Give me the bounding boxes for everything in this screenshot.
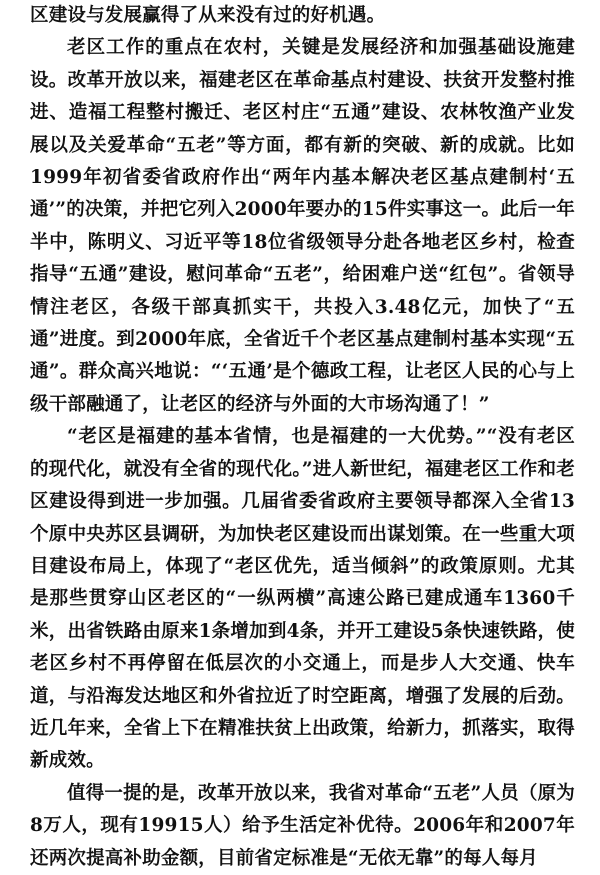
paragraph-2: 老区工作的重点在农村，关键是发展经济和加强基础设施建设。改革开放以来，福建老区在革命基点村建设、扶贫开发整村推进、造福工程整村搬迁、老区村庄“五通”建设、农林牧渔产业发展以及关爱革命“五老”等方面，都有新的突破、新的成就。比如1999年初省委省政府作出“两年内基本解决老区基点建制村‘五通’”的决策，并把它列入2000年要办的15件实事这一。此后一年半中，陈明义、习近平等18位省级领导分赴各地老区乡村，检查指导“五通”建设，慰问革命“五老”，给困难户送“红包”。省领导情注老区，各级干部真抓实干，共投入3.48亿元，加快了“五通”进度。到2000年底，全省近千个老区基点建制村基本实现“五通”。群众高兴地说：“‘五通’是个德政工程，让老区人民的心与上级干部融通了，让老区的经济与外面的大市场沟通了！” (30, 37, 575, 415)
paragraph-4: 值得一提的是，改革开放以来，我省对革命“五老”人员（原为8万人，现有19915人）给予生活定补优待。2006年和2007年还两次提高补助金额，目前省定标准是“无依无靠”的每人每月 (30, 782, 575, 869)
paragraph-1: 区建设与发展赢得了从来没有过的好机遇。 (30, 5, 386, 26)
paragraph-3: “老区是福建的基本省情，也是福建的一大优势。”“没有老区的现代化，就没有全省的现代化。”进人新世纪，福建老区工作和老区建设得到进一步加强。几届省委省政府主要领导都深入全省13个原中央苏区县调研，为加快老区建设而出谋划策。在一些重大项目建设布局上，体现了“老区优先，适当倾斜”的政策原则。尤其是那些贯穿山区老区的“一纵两横”高速公路已建成通车1360千米，出省铁路由原来1条增加到4条，并开工建设5条快速铁路，使老区乡村不再停留在低层次的小交通上，而是步人大交通、快车道，与沿海发达地区和外省拉近了时空距离，增强了发展的后劲。近几年来，全省上下在精准扶贫上出政策，给新力，抓落实，取得新成效。 (30, 426, 575, 772)
document-page (30, 0, 575, 875)
